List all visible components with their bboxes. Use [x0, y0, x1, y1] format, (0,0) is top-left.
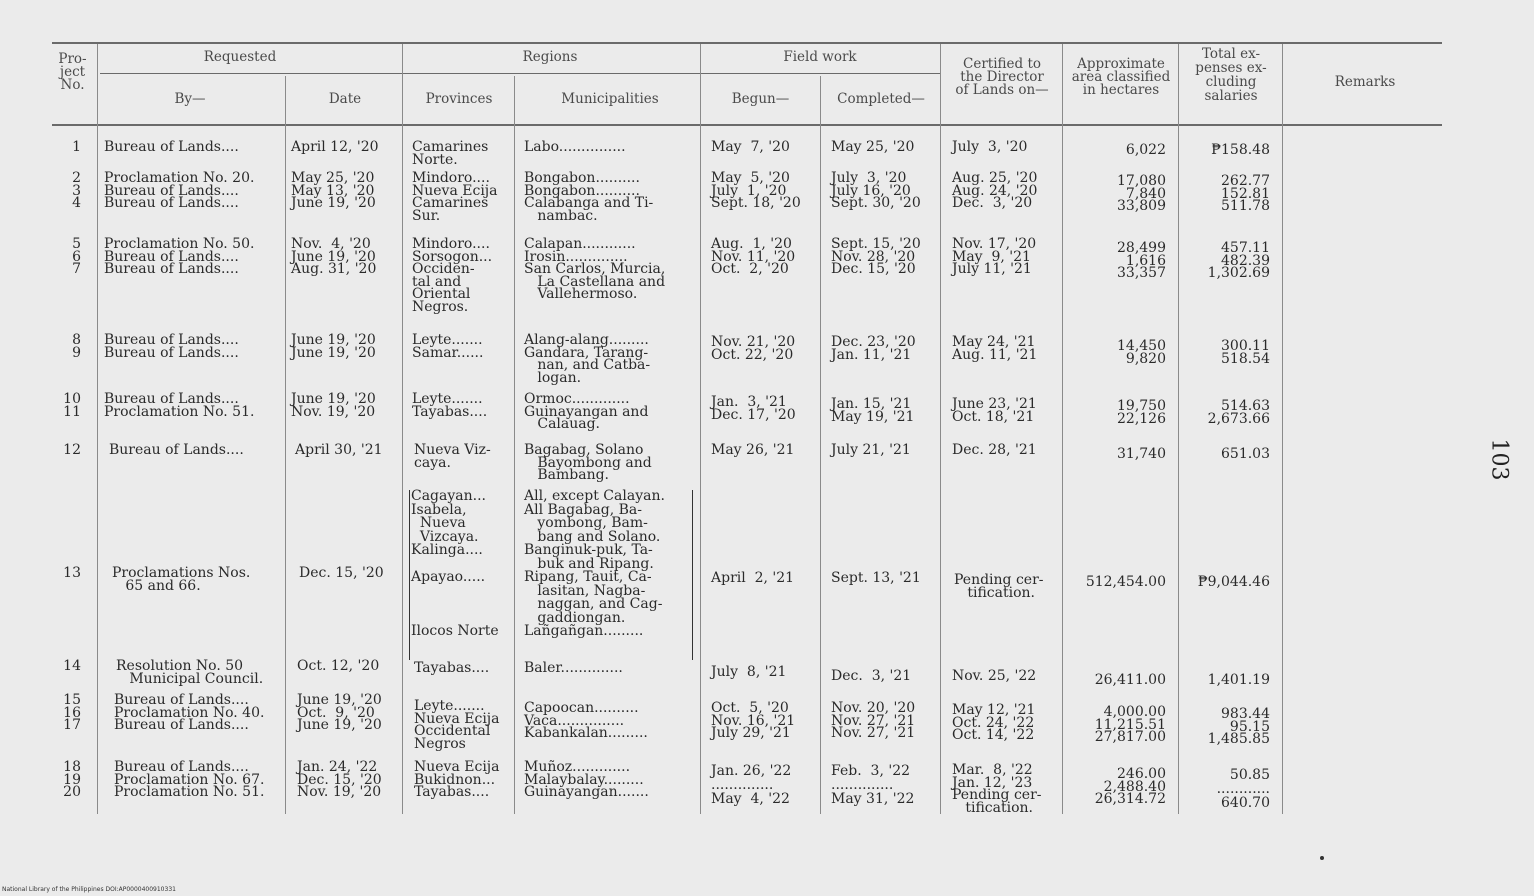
- requested-by: Bureau of Lands....: [104, 139, 239, 155]
- municipality: Muñoz............. Malaybalay......... Guinayangan.......: [524, 759, 649, 801]
- project-no: 10 11: [63, 391, 81, 420]
- begun-date: April 2, '21: [711, 570, 795, 586]
- bracket-left: [409, 490, 410, 660]
- col-divider: [285, 76, 286, 814]
- province: Mindoro.... Nueva Ecija Camarines Sur.: [412, 170, 498, 224]
- total-expenses: ₱9,044.46: [1197, 574, 1270, 590]
- begun-date: May 5, '20 July 1, '20 Sept. 18, '20: [711, 170, 801, 212]
- project-no: 12: [63, 442, 81, 458]
- area-hectares: 19,750 22,126: [1117, 398, 1166, 427]
- requested-date: June 19, '20 June 19, '20: [291, 332, 376, 361]
- completed-date: Sept. 13, '21: [831, 570, 921, 586]
- province: Nueva Viz- caya.: [414, 442, 491, 471]
- project-no: 2 3 4: [72, 170, 81, 212]
- begun-date: May 26, '21: [711, 442, 795, 458]
- municipality: All, except Calayan. All Bagabag, Ba- yombong, Bam- bang and Solano. Banginuk-puk, Ta- buk and Ripang. Ripang, Tauit, Ca- lasitan, Nagba- naggan, and Cag- gaddiongan. Lañgañgan.........: [524, 488, 665, 639]
- completed-date: Sept. 15, '20 Nov. 28, '20 Dec. 15, '20: [831, 236, 921, 278]
- province: Mindoro.... Sorsogon... Occiden- tal and Oriental Negros.: [412, 236, 493, 315]
- project-no: 15 16 17: [63, 692, 81, 734]
- total-expenses: 300.11 518.54: [1221, 338, 1270, 367]
- header-remarks: Remarks: [1334, 74, 1396, 90]
- requested-date: Jan. 24, '22 Dec. 15, '20 Nov. 19, '20: [297, 759, 382, 801]
- requested-date: June 19, '20 Nov. 19, '20: [291, 391, 376, 420]
- completed-date: Jan. 15, '21 May 19, '21: [831, 396, 915, 425]
- top-rule: [52, 42, 1442, 44]
- requested-date: June 19, '20 Oct. 9, '20 June 19, '20: [297, 692, 382, 734]
- completed-date: Dec. 23, '20 Jan. 11, '21: [831, 334, 916, 363]
- begun-date: Aug. 1, '20 Nov. 11, '20 Oct. 2, '20: [711, 236, 796, 278]
- completed-date: Nov. 20, '20 Nov. 27, '21 Nov. 27, '21: [831, 700, 916, 742]
- requested-by: Proclamations Nos. 65 and 66.: [112, 565, 251, 594]
- header-bottom-rule: [52, 124, 1442, 126]
- requested-by: Bureau of Lands.... Proclamation No. 40. Bureau of Lands....: [114, 692, 265, 734]
- ink-dot: [1320, 856, 1324, 860]
- area-hectares: 512,454.00: [1085, 574, 1166, 590]
- municipality: Bagabag, Solano Bayombong and Bambang.: [524, 442, 652, 484]
- province: Cagayan... Isabela, Nueva Vizcaya. Kalinga.... Apayao..... Ilocos Norte: [411, 488, 499, 639]
- total-expenses: 50.85 ............ 640.70: [1216, 767, 1270, 811]
- begun-date: July 8, '21: [711, 664, 787, 680]
- col-divider: [1282, 44, 1283, 814]
- begun-date: Jan. 3, '21 Dec. 17, '20: [711, 394, 796, 423]
- province: Leyte....... Samar......: [412, 332, 484, 361]
- requested-by: Bureau of Lands.... Bureau of Lands....: [104, 332, 239, 361]
- certified-date: Nov. 17, '20 May 9, '21 July 11, '21: [952, 236, 1037, 278]
- col-divider: [402, 44, 403, 814]
- header-field-work: Field work: [783, 49, 857, 65]
- completed-date: July 21, '21: [831, 442, 911, 458]
- project-no: 18 19 20: [63, 759, 81, 801]
- requested-date: April 12, '20: [291, 139, 379, 155]
- requested-by: Bureau of Lands.... Proclamation No. 51.: [104, 391, 255, 420]
- requested-by: Bureau of Lands.... Proclamation No. 67. Proclamation No. 51.: [114, 759, 265, 801]
- certified-date: Mar. 8, '22 Jan. 12, '23 Pending cer- tification.: [952, 762, 1042, 816]
- col-divider: [940, 44, 941, 814]
- completed-date: Feb. 3, '22 .............. May 31, '22: [831, 763, 915, 807]
- requested-date: Dec. 15, '20: [299, 565, 384, 581]
- area-hectares: 26,411.00: [1094, 672, 1166, 688]
- certified-date: Dec. 28, '21: [952, 442, 1037, 458]
- requested-date: Oct. 12, '20: [297, 658, 380, 674]
- header-completed: Completed—: [837, 91, 925, 107]
- certified-date: May 24, '21 Aug. 11, '21: [952, 334, 1038, 363]
- header-municipalities: Municipalities: [561, 91, 659, 107]
- col-divider: [700, 44, 701, 814]
- province: Camarines Norte.: [412, 139, 489, 168]
- certified-date: June 23, '21 Oct. 18, '21: [952, 396, 1037, 425]
- municipality: Alang-alang......... Gandara, Tarang- nan, and Catba- logan.: [524, 332, 651, 386]
- header-expenses: Total ex- penses ex- cluding salaries: [1195, 46, 1267, 104]
- header-provinces: Provinces: [425, 91, 493, 107]
- project-no: 1: [72, 139, 81, 155]
- municipality: Baler..............: [524, 660, 623, 676]
- requested-by: Bureau of Lands....: [109, 442, 244, 458]
- requested-date: April 30, '21: [295, 442, 383, 458]
- requested-by: Proclamation No. 50. Bureau of Lands.... Bureau of Lands....: [104, 236, 255, 278]
- requested-by: Proclamation No. 20. Bureau of Lands.... Bureau of Lands....: [104, 170, 255, 212]
- municipality: Bongabon.......... Bongabon.......... Calabanga and Ti- nambac.: [524, 170, 654, 224]
- area-hectares: 14,450 9,820: [1117, 338, 1166, 367]
- municipality: Calapan............ Irosin.............. San Carlos, Murcia, La Castellana and Vallehermoso.: [524, 236, 666, 303]
- total-expenses: 1,401.19: [1207, 672, 1270, 688]
- header-area: Approximate area classified in hectares: [1071, 56, 1171, 98]
- certified-date: Pending cer- tification.: [954, 572, 1044, 601]
- area-hectares: 28,499 1,616 33,357: [1117, 240, 1166, 282]
- completed-date: May 25, '20: [831, 139, 915, 155]
- header-requested: Requested: [203, 49, 277, 65]
- total-expenses: 457.11 482.39 1,302.69: [1207, 240, 1270, 282]
- project-no: 14: [63, 658, 81, 674]
- certified-date: Nov. 25, '22: [952, 668, 1037, 684]
- requested-date: May 25, '20 May 13, '20 June 19, '20: [291, 170, 376, 212]
- header-begun: Begun—: [731, 91, 790, 107]
- total-expenses: 262.77 152.81 511.78: [1221, 173, 1270, 215]
- requested-by: Resolution No. 50 Municipal Council.: [116, 658, 264, 687]
- header-by: By—: [174, 91, 206, 107]
- certified-date: May 12, '21 Oct. 24, '22 Oct. 14, '22: [952, 702, 1036, 744]
- begun-date: May 7, '20: [711, 139, 790, 155]
- project-no: 5 6 7: [72, 236, 81, 278]
- province: Leyte....... Nueva Ecija Occidental Negros: [414, 698, 500, 752]
- province: Leyte....... Tayabas....: [412, 391, 488, 420]
- col-divider: [1178, 44, 1179, 814]
- header-regions: Regions: [522, 49, 578, 65]
- begun-date: Jan. 26, '22 .............. May 4, '22: [711, 763, 792, 807]
- header-certified: Certified to the Director of Lands on—: [955, 56, 1049, 98]
- begun-date: Oct. 5, '20 Nov. 16, '21 July 29, '21: [711, 700, 796, 742]
- col-divider: [514, 76, 515, 814]
- certified-date: July 3, '20: [952, 139, 1028, 155]
- bracket-right: [692, 490, 693, 660]
- province: Tayabas....: [414, 660, 490, 676]
- area-hectares: 246.00 2,488.40 26,314.72: [1094, 766, 1166, 808]
- completed-date: July 3, '20 July 16, '20 Sept. 30, '20: [831, 170, 921, 212]
- col-divider: [97, 44, 98, 814]
- begun-date: Nov. 21, '20 Oct. 22, '20: [711, 334, 796, 363]
- requested-date: Nov. 4, '20 June 19, '20 Aug. 31, '20: [291, 236, 377, 278]
- municipality: Capoocan.......... Vaca............... Kabankalan.........: [524, 700, 648, 742]
- area-hectares: 17,080 7,840 33,809: [1117, 173, 1166, 215]
- completed-date: Dec. 3, '21: [831, 668, 912, 684]
- project-no: 13: [63, 565, 81, 581]
- project-no: 8 9: [72, 332, 81, 361]
- total-expenses: ₱158.48: [1211, 142, 1270, 158]
- area-hectares: 31,740: [1117, 446, 1166, 462]
- certified-date: Aug. 25, '20 Aug. 24, '20 Dec. 3, '20: [952, 170, 1038, 212]
- province: Nueva Ecija Bukidnon... Tayabas....: [414, 759, 500, 801]
- area-hectares: 4,000.00 11,215.51 27,817.00: [1094, 704, 1166, 746]
- page-number: 103: [1486, 438, 1512, 481]
- header-subrule: [100, 73, 940, 74]
- header-date: Date: [328, 91, 362, 107]
- total-expenses: 983.44 95.15 1,485.85: [1207, 706, 1270, 748]
- municipality: Ormoc............. Guinayangan and Calauag.: [524, 391, 649, 433]
- col-divider: [1062, 44, 1063, 814]
- total-expenses: 651.03: [1221, 446, 1270, 462]
- footer-attribution: National Library of the Philippines DOI:AP0000400910331: [2, 886, 176, 893]
- area-hectares: 6,022: [1125, 142, 1166, 158]
- col-divider: [820, 76, 821, 814]
- total-expenses: 514.63 2,673.66: [1207, 398, 1270, 427]
- municipality: Labo...............: [524, 139, 626, 155]
- header-project-no: Pro- ject No.: [58, 51, 87, 93]
